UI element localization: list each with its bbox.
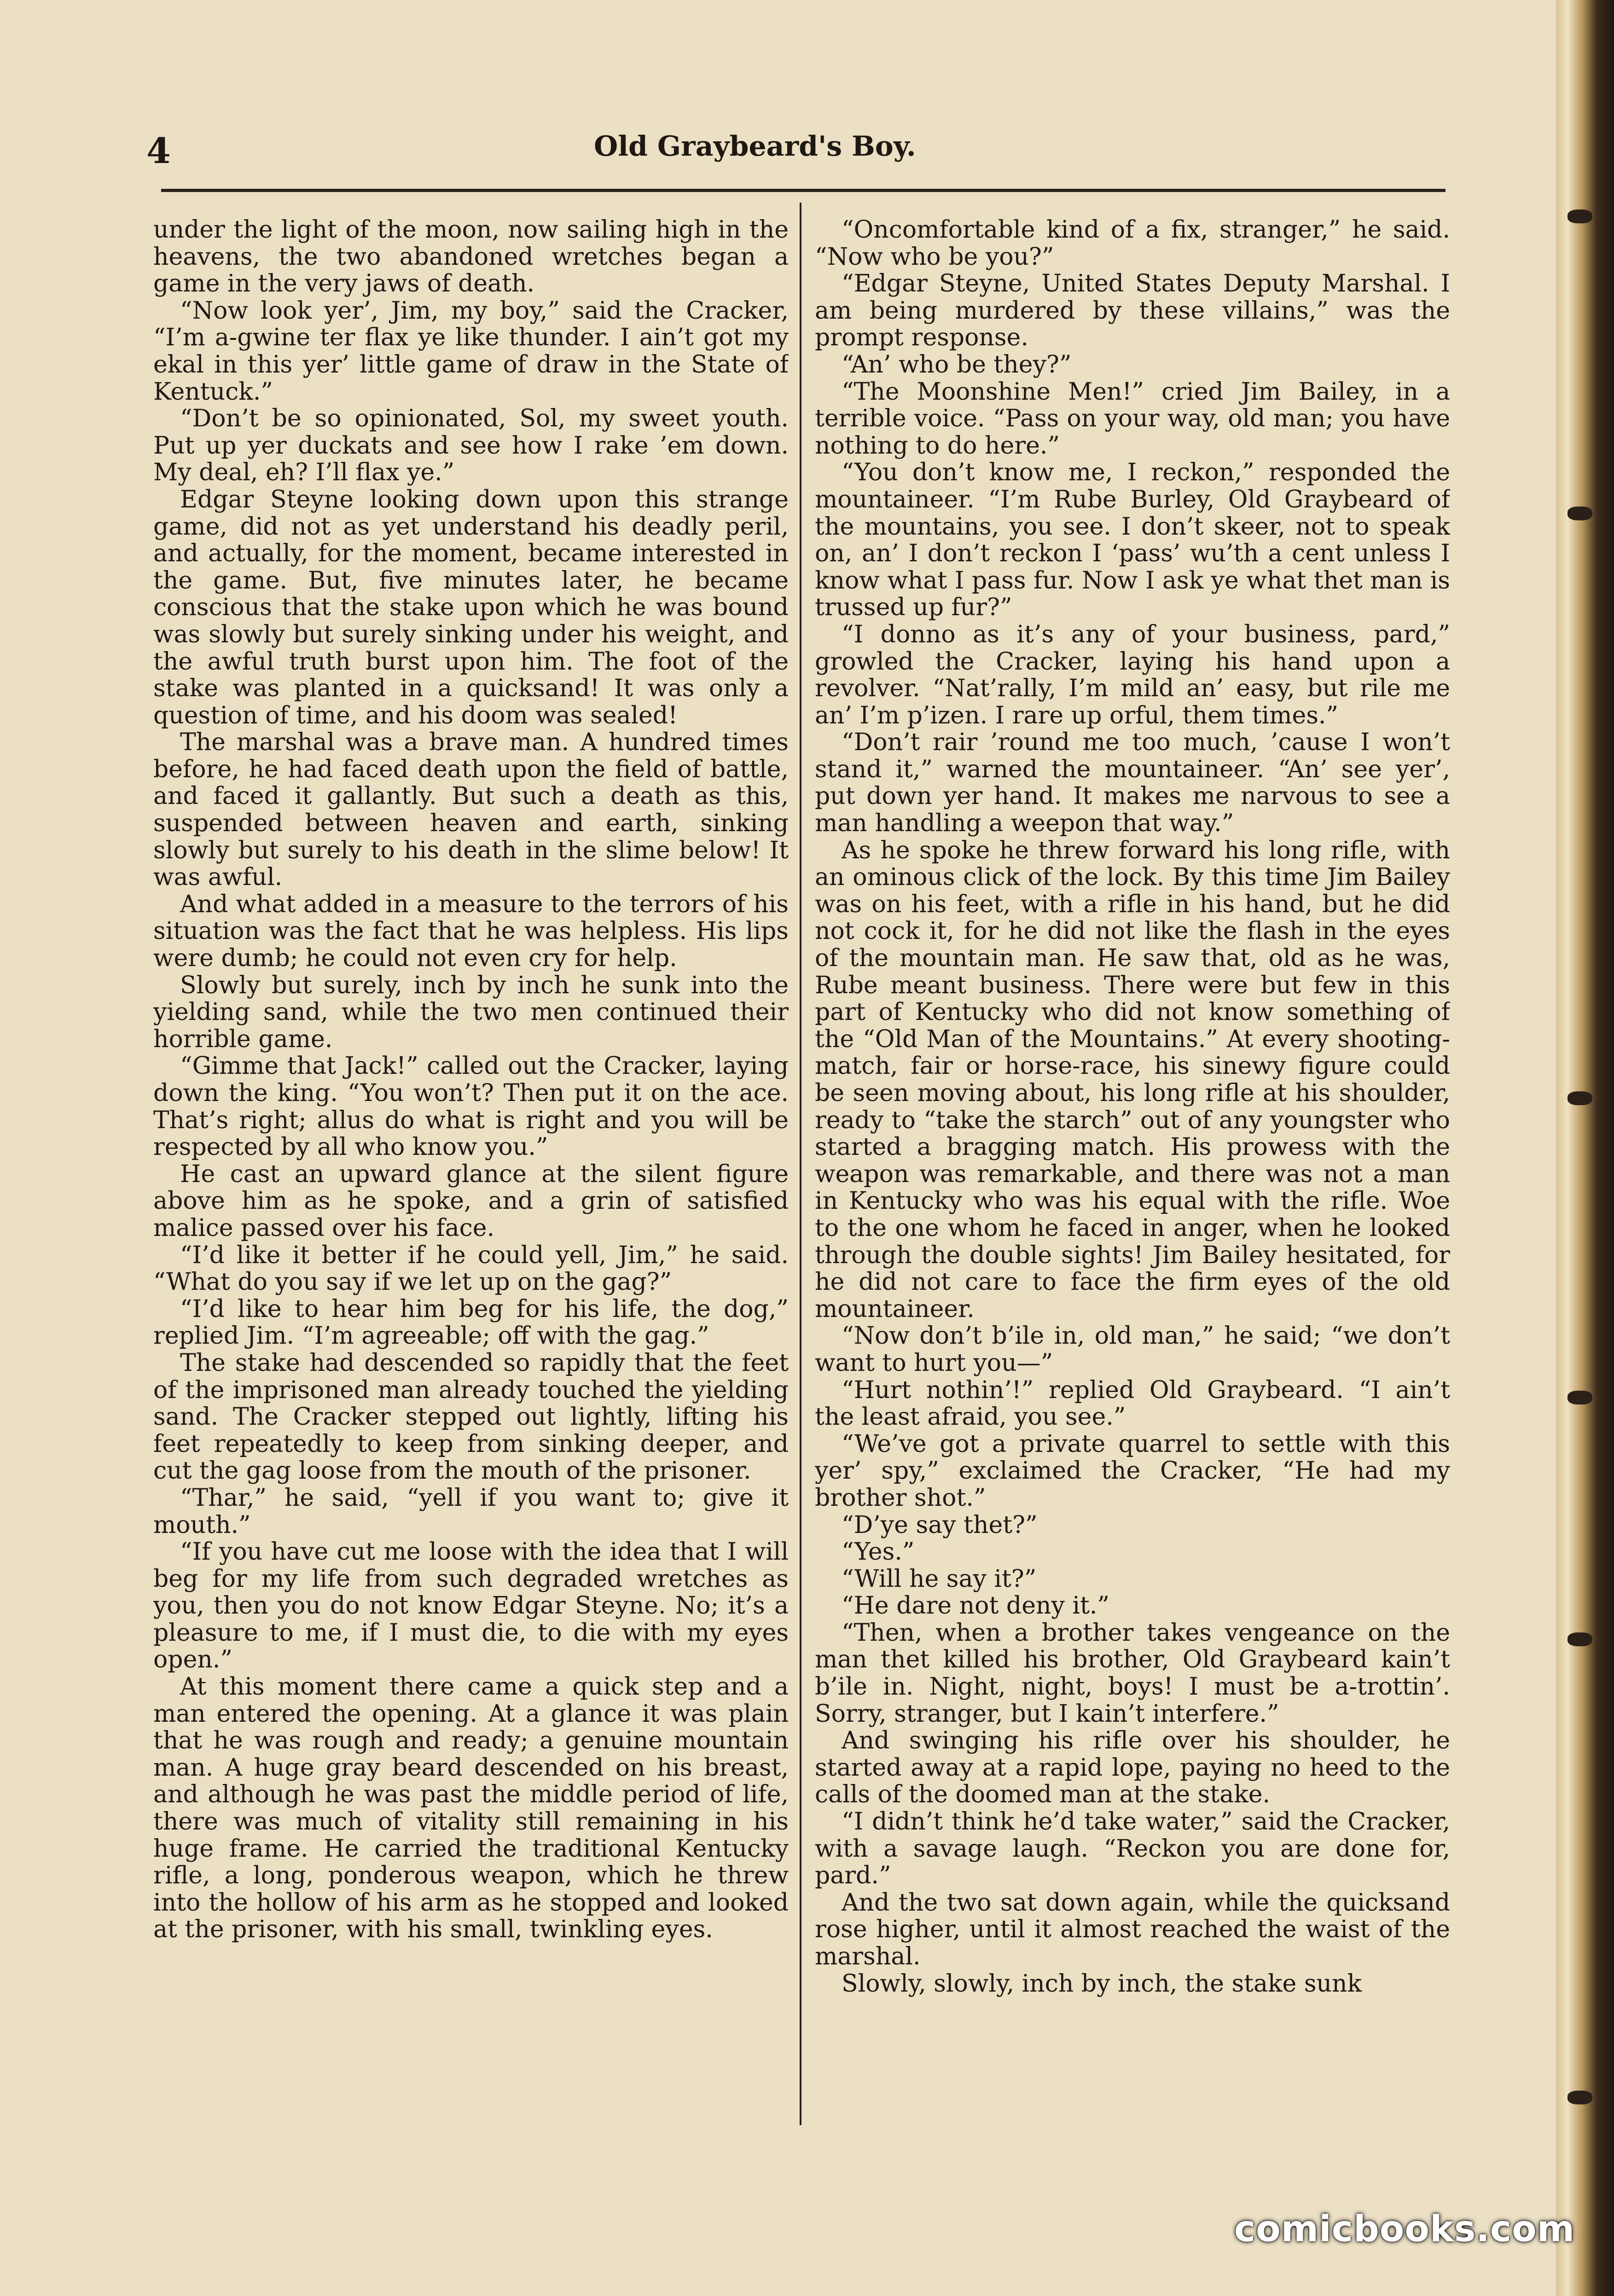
binding-stitch	[1568, 2091, 1592, 2104]
paragraph: “Now look yer’, Jim, my boy,” said the Cracker, “I’m a-gwine ter flax ye like thunder. I ain’t got my ekal in this yer’ little game of draw in the State of Kentuck.”	[153, 297, 789, 406]
paragraph: “I’d like to hear him beg for his life, the dog,” replied Jim. “I’m agreeable; off with the gag.”	[153, 1295, 789, 1350]
paragraph: “Edgar Steyne, United States Deputy Marshal. I am being murdered by these villains,” was the prompt response.	[815, 270, 1450, 352]
paragraph: “Yes.”	[842, 1538, 915, 1566]
paragraph: As he spoke he threw forward his long rifle, with an ominous click of the lock. By this time Jim Bailey was on his feet, with a rifle in his hand, but he did not cock it, for he did not like the flash in the eyes of the mountain man. He saw that, old as he was, Rube meant business. There were but few in this part of Kentucky who did not know something of the “Old Man of the Mountains.” At every shooting-match, fair or horse-race, his sinewy figure could be seen moving about, his long rifle at his shoulder, ready to “take the starch” out of any youngster who started a bragging match. His prowess with the weapon was remarkable, and there was not a man in Kentucky who was his equal with the rifle. Woe to the one whom he faced in anger, when he looked through the double sights! Jim Bailey hesitated, for he did not care to face the firm eyes of the old mountaineer.	[815, 836, 1450, 1323]
paragraph: “Then, when a brother takes vengeance on the man thet killed his brother, Old Graybeard kain’t b’ile in. Night, night, boys! I must be a-trottin’. Sorry, stranger, but I kain’t interfere.”	[815, 1619, 1450, 1728]
site-watermark: comicbooks.com	[1234, 2209, 1575, 2250]
paragraph: “The Moonshine Men!” cried Jim Bailey, in a terrible voice. “Pass on your way, old man; you have nothing to do here.”	[815, 378, 1450, 460]
paragraph: “Hurt nothin’!” replied Old Graybeard. “I ain’t the least afraid, you see.”	[815, 1376, 1450, 1431]
page-number: 4	[146, 130, 171, 171]
paragraph: Edgar Steyne looking down upon this strange game, did not as yet understand his deadly peril, and actually, for the moment, became interested in the game. But, five minutes later, he became conscious that the stake upon which he was bound was slowly but surely sinking under his weight, and the awful truth burst upon him. The foot of the stake was planted in a quicksand! It was only a question of time, and his doom was sealed!	[153, 485, 789, 729]
paragraph: “You don’t know me, I reckon,” responded the mountaineer. “I’m Rube Burley, Old Graybeard of the mountains, you see. I don’t skeer, not to speak on, an’ I don’t reckon I ‘pass’ wu’th a cent unless I know what I pass fur. Now I ask ye what thet man is trussed up fur?”	[815, 459, 1450, 622]
paragraph: “I’d like it better if he could yell, Jim,” he said. “What do you say if we let up on the gag?”	[153, 1241, 789, 1296]
right-column	[815, 216, 1450, 2127]
paragraph: under the light of the moon, now sailing high in the heavens, the two abandoned wretches began a game in the very jaws of death.	[153, 216, 789, 298]
paragraph: Slowly but surely, inch by inch he sunk into the yielding sand, while the two men continued their horrible game.	[153, 971, 789, 1053]
paragraph: He cast an upward glance at the silent figure above him as he spoke, and a grin of satisfied malice passed over his face.	[153, 1160, 789, 1242]
paragraph: “Will he say it?”	[842, 1565, 1037, 1593]
paragraph: And the two sat down again, while the quicksand rose higher, until it almost reached the waist of the marshal.	[815, 1888, 1450, 1970]
paragraph: “I donno as it’s any of your business, pard,” growled the Cracker, laying his hand upon a revolver. “Nat’rally, I’m mild an’ easy, but rile me an’ I’m p’izen. I rare up orful, them times.”	[815, 620, 1450, 729]
binding-stitch	[1568, 1632, 1592, 1646]
paragraph: “Don’t be so opinionated, Sol, my sweet youth. Put up yer duckats and see how I rake ’em down. My deal, eh? I’ll flax ye.”	[153, 405, 789, 487]
paragraph: The stake had descended so rapidly that the feet of the imprisoned man already touched the yielding sand. The Cracker stepped out lightly, lifting his feet repeatedly to keep from sinking deeper, and cut the gag loose from the mouth of the prisoner.	[153, 1349, 789, 1485]
paragraph: “I didn’t think he’d take water,” said the Cracker, with a savage laugh. “Reckon you are done for, pard.”	[815, 1808, 1450, 1890]
paragraph: At this moment there came a quick step and a man entered the opening. At a glance it was plain that he was rough and ready; a genuine mountain man. A huge gray beard descended on his breast, and although he was past the middle period of life, there was much of vitality still remaining in his huge frame. He carried the traditional Kentucky rifle, a long, ponderous weapon, which he threw into the hollow of his arm as he stopped and looked at the prisoner, with his small, twinkling eyes.	[153, 1673, 789, 1944]
paragraph: And what added in a measure to the terrors of his situation was the fact that he was helpless. His lips were dumb; he could not even cry for help.	[153, 890, 789, 973]
paragraph: “We’ve got a private quarrel to settle with this yer’ spy,” exclaimed the Cracker, “He had my brother shot.”	[815, 1430, 1450, 1512]
binding-stitch	[1568, 1391, 1592, 1404]
paragraph: “Don’t rair ’round me too much, ’cause I won’t stand it,” warned the mountaineer. “An’ see yer’, put down yer hand. It makes me narvous to see a man handling a weepon that way.”	[815, 728, 1450, 838]
running-title: Old Graybeard's Boy.	[594, 130, 916, 163]
paragraph: “Gimme that Jack!” called out the Cracker, laying down the king. “You won’t? Then put it on the ace. That’s right; allus do what is right and you will be respected by all who know you.”	[153, 1052, 789, 1161]
paragraph: “Thar,” he said, “yell if you want to; give it mouth.”	[153, 1484, 789, 1539]
paragraph: Slowly, slowly, inch by inch, the stake sunk	[842, 1970, 1362, 1998]
paragraph: “Oncomfortable kind of a fix, stranger,” he said. “Now who be you?”	[815, 216, 1450, 271]
paragraph: “D’ye say thet?”	[842, 1511, 1038, 1539]
paragraph: And swinging his rifle over his shoulder, he started away at a rapid lope, paying no heed to the calls of the doomed man at the stake.	[815, 1727, 1450, 1809]
binding-stitch	[1568, 507, 1592, 520]
binding-stitch	[1568, 210, 1592, 223]
header-rule	[161, 189, 1446, 192]
paragraph: “If you have cut me loose with the idea that I will beg for my life from such degraded wretches as you, then you do not know Edgar Steyne. No; it’s a pleasure to me, if I must die, to die with my eyes open.”	[153, 1538, 789, 1674]
paragraph: The marshal was a brave man. A hundred times before, he had faced death upon the field of battle, and faced it gallantly. But such a death as this, suspended between heaven and earth, sinking slowly but surely to his death in the slime below! It was awful.	[153, 728, 789, 892]
left-column	[153, 216, 789, 2127]
paragraph: “Now don’t b’ile in, old man,” he said; “we don’t want to hurt you—”	[815, 1322, 1450, 1377]
paragraph: “An’ who be they?”	[842, 350, 1072, 379]
column-rule	[800, 203, 801, 2125]
binding-stitch	[1568, 1091, 1592, 1105]
binding-gutter	[1556, 0, 1614, 2296]
paragraph: “He dare not deny it.”	[842, 1592, 1110, 1620]
